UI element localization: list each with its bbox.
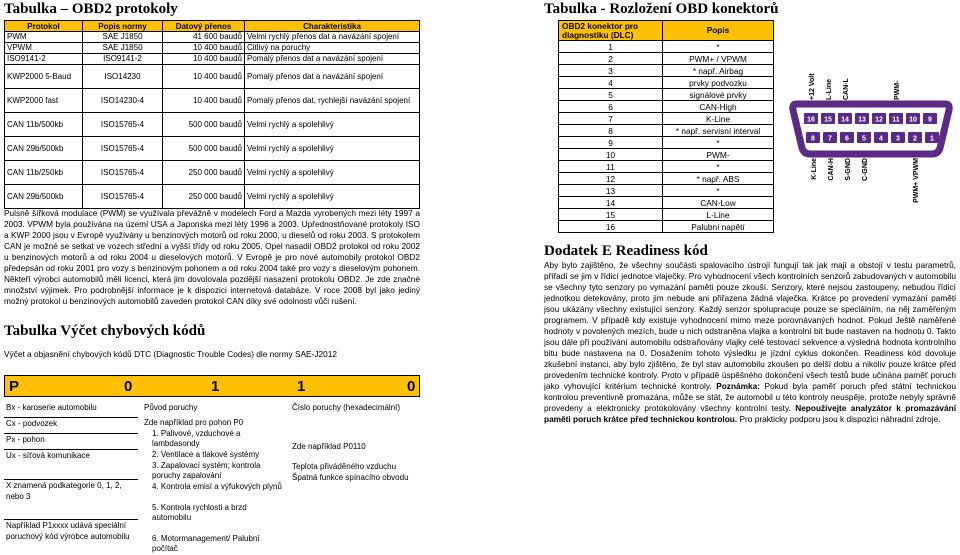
dtc-origin-item: 5. Kontrola rychlosti a brzd automobilu (152, 502, 247, 522)
pin-number: 15 (559, 209, 663, 221)
protocol-row (5, 161, 420, 185)
transfer-cell: 250 000 baudů (163, 161, 245, 185)
pin-number: 4 (559, 77, 663, 89)
pin-number: 1 (559, 41, 663, 53)
obd-connector-diagram (790, 60, 952, 203)
dtc-origin-example: Zde například pro pohon P0 (144, 418, 244, 427)
readiness-note: Pokud byla paměť poruch před státní technickou kontrolou preventivně promazána, může se stát, že automobil u této kontroly neuspěje, protože nebyly správně provedeny a elektronicky protokolovány všechny kontrolní testy. (544, 381, 956, 413)
dtc-origin-item: 1. Palivové, vzduchové a lambdasondy (152, 428, 241, 448)
dtc-origin-title: Původ poruchy (144, 403, 198, 412)
connector-bottom-label: K-Line (811, 158, 818, 180)
pin-row (559, 65, 774, 77)
protocol-cell: VPWM (5, 43, 83, 54)
connector-housing (793, 104, 949, 154)
characteristic-cell: Velmi rychlý a spolehlivý (245, 185, 420, 209)
protocol-row (5, 185, 420, 209)
dtc-origin-item: 6. Motormanagement/ Palubní počítač (152, 533, 260, 553)
th-description: Popis (663, 21, 774, 41)
pin-row (559, 173, 774, 185)
transfer-cell: 10 400 baudů (163, 89, 245, 113)
transfer-cell: 10 400 baudů (163, 65, 245, 89)
left-title: Tabulka – OBD2 protokoly (4, 1, 178, 17)
connector-top-label: L-Line (826, 79, 833, 100)
connector-pin-number: 1 (930, 135, 934, 143)
pin-description: PWM+ / VPWM (663, 53, 774, 65)
connector-bottom-label: PWM+ VPWM (913, 158, 920, 203)
pin-row (559, 113, 774, 125)
dtc-cat-item: Px - pohon (4, 434, 138, 450)
connector-pin-number: 11 (892, 116, 900, 124)
pin-row (559, 101, 774, 113)
pin-number: 9 (559, 137, 663, 149)
pin-row (559, 185, 774, 197)
dtc-origin-item: 3. Zapalovací systém; kontrola poruchy zapalování (152, 460, 261, 480)
protocol-cell: CAN 29b/500kb (5, 137, 83, 161)
characteristic-cell: Velmi rychlý přenos dat a navázání spojení (245, 32, 420, 43)
dtc-col-origin (142, 402, 288, 555)
characteristic-cell: Citlivý na poruchy (245, 43, 420, 54)
dtc-cat-item: Například P1xxxx udává speciální poruchový kód výrobce automobilu (6, 521, 130, 541)
dtc-cat-item: Bx - karoserie automobilu (4, 402, 138, 418)
characteristic-cell: Pomalý přenos dat a navázání spojení (245, 54, 420, 65)
pin-description: * (663, 161, 774, 173)
dtc-number-example: Zde například P0110 (292, 442, 366, 451)
pin-number: 6 (559, 101, 663, 113)
protocols-table (4, 20, 420, 209)
protocol-cell: CAN 11b/500kb (5, 113, 83, 137)
connector-pin-number: 7 (828, 135, 832, 143)
connector-pin-number: 12 (875, 116, 883, 124)
pin-number: 8 (559, 125, 663, 137)
protocol-row (5, 113, 420, 137)
readiness-text (544, 260, 956, 425)
norm-cell: SAE J1850 (83, 32, 163, 43)
dtc-cat-item: Cx - podvozek (4, 418, 138, 434)
pin-number: 11 (559, 161, 663, 173)
dtc-header-1a: 1 (211, 378, 220, 395)
transfer-cell: 41 600 baudů (163, 32, 245, 43)
characteristic-cell: Velmi rychlý a spolehlivý (245, 161, 420, 185)
pin-row (559, 161, 774, 173)
pin-number: 14 (559, 197, 663, 209)
protocol-cell: KWP2000 fast (5, 89, 83, 113)
pin-description: PWM- (663, 149, 774, 161)
pin-row (559, 77, 774, 89)
pin-row (559, 53, 774, 65)
readiness-body: Aby bylo zajištěno, že všechny součásti spalovacího ústrojí fungují tak jak mají a obstojí v testu parametrů, přiřadí se jim v řídicí jednotce vlaječky. Pro vyhodnocení všech kontrolních senzorů zabudovaných v automobilu se všechny tyto senzory po vymazání paměti pouze zkouší. Senzory, které nejsou zastoupeny, nebudou řídicí jednotkou detekovány, proto jim nebude ani přiřazena žádná vlaječka. Krátce po provedení vymazání paměti jsou ukázány všechny existující senzory. Každý senzor spolupracuje pouze se speciálním, na něj zaměřeným programem. V případě kdy existuje vyhodnocení mimo meze porovnávaných hodnot. Pokud Ještě naměřené hodnoty v povolených mezích, bude u nich odstraněna vlajka a kontrolní bit bude nastaven na hodnotu 0. Takto jsou dále při používání automobilu odstraňovány vlajky celé testovací sekvence a výsledná hodnota kontrolního bitu bude nastavena na 0. Dosažením tohoto výsledku je jízdní cyklus dokončen. Readiness kód dovoluje zkušební instanci, aby bylo zjištěno, že byl stav automobilu zkoušen po delší dobu a nikoliv pouze krátce před provedením technické kontroly. Proto v případě úspěšného dokončení všech testů bude učinána paměť poruch jako vyhovující kritérium technické kontroly. (544, 260, 956, 391)
connector-pin-number: 14 (841, 116, 849, 124)
right-title: Tabulka - Rozložení OBD konektorů (544, 1, 779, 17)
protocol-cell: PWM (5, 32, 83, 43)
readiness-warning: Nepoužívejte analyzátor k promazávání paměti poruch krátce před technickou kontrolou. (544, 403, 956, 424)
pin-row (559, 125, 774, 137)
th-protocol: Protokol (5, 21, 83, 32)
protocol-cell: CAN 29b/500kb (5, 185, 83, 209)
norm-cell: SAE J1850 (83, 43, 163, 54)
pin-number: 7 (559, 113, 663, 125)
pin-description: CAN-Low (663, 197, 774, 209)
dtc-origin-item: 4. Kontrola emisí a výfukových plynů (152, 481, 282, 491)
norm-cell: ISO14230-4 (83, 89, 163, 113)
pin-description: Palubní napětí (663, 221, 774, 233)
protocol-cell: KWP2000 5-Baud (5, 65, 83, 89)
connector-bottom-label: CAN-H (828, 158, 835, 181)
protocol-row (5, 89, 420, 113)
pin-number: 12 (559, 173, 663, 185)
norm-cell: ISO15765-4 (83, 137, 163, 161)
pin-description: * např. servisní interval (663, 125, 774, 137)
pin-description: prvky podvozku (663, 77, 774, 89)
connector-bottom-label: C-GND (862, 158, 869, 181)
pin-description: * např. ABS (663, 173, 774, 185)
connector-pin-number: 8 (811, 135, 815, 143)
pin-number: 16 (559, 221, 663, 233)
protocol-row (5, 54, 420, 65)
pin-row (559, 149, 774, 161)
dtc-number-title: Číslo poruchy (hexadecimální) (292, 403, 401, 412)
connector-top-label: +12 Volt (809, 73, 816, 100)
connector-pin-number: 9 (928, 116, 932, 124)
characteristic-cell: Pomalý přenos dat, rychlejší navázání spojení (245, 89, 420, 113)
transfer-cell: 10 400 baudů (163, 43, 245, 54)
dtc-header-p: P (9, 378, 20, 395)
pin-row (559, 209, 774, 221)
connector-pin-number: 2 (913, 135, 917, 143)
pin-row (559, 221, 774, 233)
dtc-origin-item: 2. Ventilace a tlakové systémy (152, 449, 260, 459)
protocols-paragraph: Pulsně šířková modulace (PWM) se využívala převážně v modelech Ford a Mazda vyrobených mezi léty 1997 a 2003. VPWM byla používána na území USA a Japonska mezi léty 1996 a 2003. Upřednostňované protokoly ISO a KWP 2000 jsou v Evropě využívány u benzinových motorů od roku 2000, u dieselů od roku 2003. S protokolem CAN je možné se setkat ve vozech střední a vyšší třídy od roku 2005. Opel nasadil OBD2 protokol od roku 2002 u benzinových motorů a od roku 2004 u dieselových motorů. V Evropě je pro nové automobily protokol OBD2 předepsán od roku 2001 pro vozy s benzinovým pohonem a od roku 2004 také pro vozy s dieselovým pohonem. Někteří výrobci automobilů měli licenci, která jim dovolovala pozdější nasazení protokolu OBD2. Je zde značné množství výjimek. Pro podrobnější informace je k dispozici internetová databáze. V roce 2008 byl jako jediný možný protokol u benzinových automobilů zaveden protokol CAN díky své odolnosti vůči rušení. (4, 208, 420, 306)
transfer-cell: 10 400 baudů (163, 54, 245, 65)
dtc-cat-item: X znamená podkategorie 0, 1, 2, nebo 3 (4, 480, 138, 520)
norm-cell: ISO15765-4 (83, 161, 163, 185)
pin-description: CAN-High (663, 101, 774, 113)
dtc-intro: Výčet a objasnění chybových kódů DTC (Diagnostic Trouble Codes) dle normy SAE-J2012 (4, 349, 337, 359)
protocol-row (5, 137, 420, 161)
connector-pin-number: 6 (845, 135, 849, 143)
connector-pin-number: 4 (879, 135, 883, 143)
dtc-col-category (4, 402, 138, 543)
transfer-cell: 500 000 baudů (163, 113, 245, 137)
pin-description: * (663, 185, 774, 197)
characteristic-cell: Velmi rychlý a spolehlivý (245, 137, 420, 161)
pin-row (559, 41, 774, 53)
th-characteristic: Charakteristika (245, 21, 420, 32)
dtc-header-0b: 0 (407, 378, 416, 395)
norm-cell: ISO9141-2 (83, 54, 163, 65)
connector-top-label: CAN-L (843, 78, 850, 100)
dtc-col-number (290, 402, 420, 483)
pin-description: * např. Airbag (663, 65, 774, 77)
readiness-note-label: Poznámka: (716, 381, 760, 391)
th-connector: OBD2 konektor pro diagnostiku (DLC) (559, 21, 663, 41)
pin-row (559, 197, 774, 209)
pin-row (559, 137, 774, 149)
pin-row (559, 89, 774, 101)
pin-description: signálové prvky (663, 89, 774, 101)
pin-number: 10 (559, 149, 663, 161)
readiness-title: Dodatek E Readiness kód (544, 243, 708, 259)
characteristic-cell: Velmi rychlý a spolehlivý (245, 113, 420, 137)
protocol-cell: CAN 11b/250kb (5, 161, 83, 185)
dtc-header-0: 0 (124, 378, 133, 395)
dtc-cat-item: Ux - síťová komunikace (4, 450, 138, 480)
pin-number: 5 (559, 89, 663, 101)
dtc-header-row (4, 375, 420, 397)
th-norm: Popis normy (83, 21, 163, 32)
protocol-row (5, 65, 420, 89)
connector-pin-number: 15 (824, 116, 832, 124)
connector-pin-number: 5 (862, 135, 866, 143)
pin-number: 3 (559, 65, 663, 77)
pin-number: 13 (559, 185, 663, 197)
pin-description: * (663, 41, 774, 53)
transfer-cell: 500 000 baudů (163, 137, 245, 161)
th-transfer: Datový přenos (163, 21, 245, 32)
connector-pin-number: 3 (896, 135, 900, 143)
pin-description: K-Line (663, 113, 774, 125)
connector-pin-number: 10 (909, 116, 917, 124)
pin-description: L-Line (663, 209, 774, 221)
connector-table (558, 20, 774, 233)
protocol-cell: ISO9141-2 (5, 54, 83, 65)
norm-cell: ISO15765-4 (83, 185, 163, 209)
characteristic-cell: Pomalý přenos dat a navázání spojení (245, 65, 420, 89)
norm-cell: ISO14230 (83, 65, 163, 89)
connector-bottom-label: S-GND (845, 158, 852, 181)
connector-pin-number: 16 (807, 116, 815, 124)
connector-top-label: PWM- (894, 80, 901, 100)
dtc-title: Tabulka Výčet chybových kódů (4, 323, 206, 339)
protocol-row (5, 43, 420, 54)
readiness-tail: Pro prakticky podporu jsou k dispozici náhradní zdroje. (739, 414, 941, 424)
norm-cell: ISO15765-4 (83, 113, 163, 137)
dtc-header-1b: 1 (297, 378, 306, 395)
transfer-cell: 250 000 baudů (163, 185, 245, 209)
dtc-number-desc: Teplota přiváděného vzduchu Špatná funkce spínacího obvodu (292, 462, 409, 482)
protocol-row (5, 32, 420, 43)
pin-number: 2 (559, 53, 663, 65)
connector-pin-number: 13 (858, 116, 866, 124)
pin-description: * (663, 137, 774, 149)
